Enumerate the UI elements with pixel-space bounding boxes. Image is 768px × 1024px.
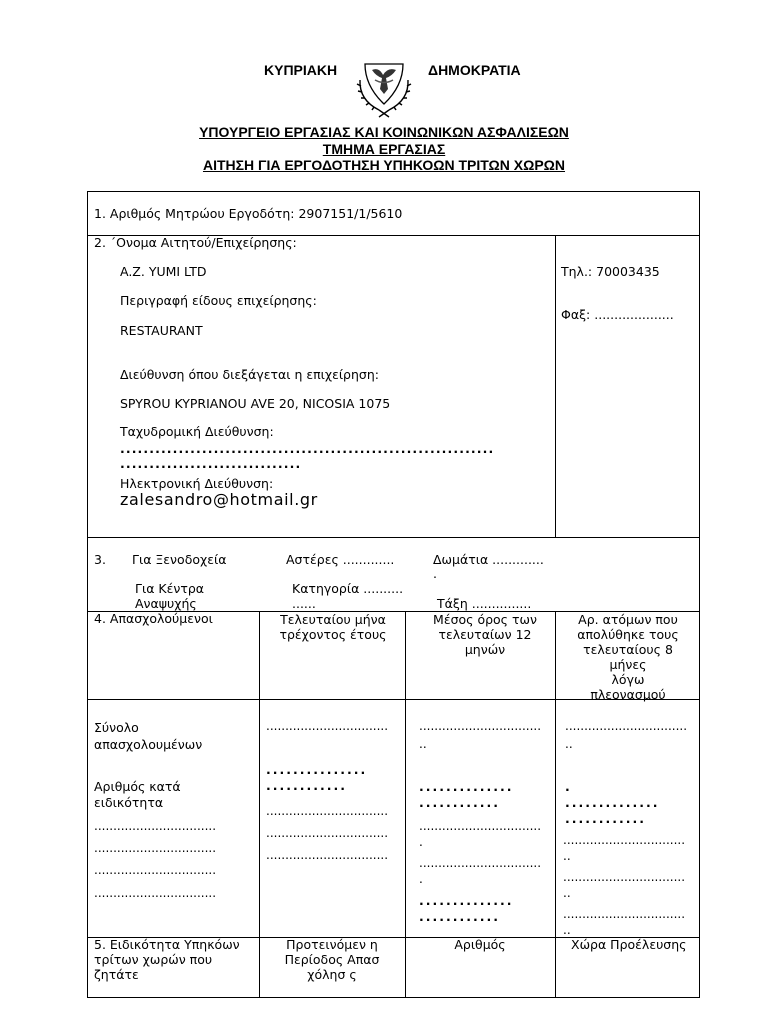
specialty-requested-label: 5. Ειδικότητα Υπηκόων τρίτων χωρών που ζητάτε xyxy=(94,937,240,982)
applicant-name-label: 2. ΄Ονομα Αιτητού/Επιχείρησης: xyxy=(94,235,297,250)
dismissed-dots-2-cont: .. xyxy=(563,886,571,900)
postal-address-dots-1: ................................................................ xyxy=(120,441,495,456)
dismissed-total-dots-cont: .. xyxy=(565,737,573,751)
leisure-label-1: Για Κέντρα xyxy=(135,581,205,596)
table-border-right xyxy=(699,191,700,998)
by-specialty-label-1: Αριθμός κατά xyxy=(94,779,181,794)
country-name-right: ΔΗΜΟΚΡΑΤΙΑ xyxy=(428,62,521,78)
specialty-dots-2: ................................ xyxy=(94,841,217,855)
fax-value: .................... xyxy=(594,307,674,322)
dismissed-total-dots: ................................ xyxy=(565,719,688,733)
employer-registry-label: 1. Αριθμός Μητρώου Εργοδότη: xyxy=(94,206,295,221)
category-field-2: ...... xyxy=(292,596,316,611)
employees-label: 4. Απασχολούμενοι xyxy=(94,611,213,626)
department-title: ΤΜΗΜΑ ΕΡΓΑΣΙΑΣ xyxy=(322,141,446,157)
table-border-top xyxy=(87,191,700,192)
avg-total-dots: ................................ xyxy=(419,719,542,733)
ministry-title: ΥΠΟΥΡΓΕΙΟ ΕΡΓΑΣΙΑΣ ΚΑΙ ΚΟΙΝΩΝΙΚΩΝ ΑΣΦΑΛΙΣΕΩΝ xyxy=(199,124,569,140)
last-month-dots-big-1: ............... xyxy=(266,762,368,777)
column-divider-3 xyxy=(555,611,556,998)
dismissed-header xyxy=(563,612,693,702)
number-header: Αριθμός xyxy=(454,937,506,952)
avg-dots-big-4: ............ xyxy=(419,909,500,924)
fax-row xyxy=(561,307,674,322)
country-name-left: ΚΥΠΡΙΑΚΗ xyxy=(264,62,338,78)
dismissed-header-line-2: λόγω πλεονασμού xyxy=(590,672,666,702)
last-month-dots-big-2: ............ xyxy=(266,778,347,793)
dismissed-dots-3-cont: .. xyxy=(563,923,571,937)
country-of-origin-header: Χώρα Προέλευσης xyxy=(571,937,687,952)
rooms-field: Δωμάτια ............. xyxy=(433,552,544,567)
section3-number: 3. xyxy=(94,552,106,567)
column-divider-1 xyxy=(259,611,260,998)
dismissed-dots-1-cont: .. xyxy=(563,849,571,863)
stars-field: Αστέρες ............. xyxy=(286,552,395,567)
email-label: Ηλεκτρονική Διεύθυνση: xyxy=(120,476,274,491)
postal-address-dots-2: ............................... xyxy=(120,456,302,471)
avg-12-months-header: Μέσος όρος των τελευταίων 12 μηνών xyxy=(433,612,537,657)
specialty-dots-3: ................................ xyxy=(94,863,217,877)
phone-value: 70003435 xyxy=(596,264,660,279)
rooms-field-dot: . xyxy=(433,566,437,581)
dismissed-dots-2: ................................ xyxy=(563,870,686,884)
business-type-value: RESTAURANT xyxy=(120,323,203,338)
avg-dots-big-2: ............ xyxy=(419,795,500,810)
dismissed-dots-big-2: ............ xyxy=(565,811,646,826)
last-month-dots-3: ................................ xyxy=(266,848,389,862)
avg-dots-big-1: .............. xyxy=(419,779,514,794)
row-divider-2 xyxy=(87,537,700,538)
hotels-label: Για Ξενοδοχεία xyxy=(132,552,227,567)
specialty-dots-1: ................................ xyxy=(94,819,217,833)
postal-address-label: Ταχυδρομική Διεύθυνση: xyxy=(120,424,274,439)
avg-dots-big-3: .............. xyxy=(419,893,514,908)
avg-total-dots-cont: .. xyxy=(419,737,427,751)
avg-dots-1: ................................ xyxy=(419,819,542,833)
last-month-dots-1: ................................ xyxy=(266,804,389,818)
last-month-header: Τελευταίου μήνα τρέχοντος έτους xyxy=(279,612,387,642)
avg-dots-2-cont: . xyxy=(419,872,423,886)
by-specialty-label-2: ειδικότητα xyxy=(94,795,164,810)
employer-registry-value: 2907151/1/5610 xyxy=(298,206,403,221)
last-month-total-dots: ................................ xyxy=(266,719,389,733)
avg-dots-2: ................................ xyxy=(419,856,542,870)
specialty-dots-4: ................................ xyxy=(94,886,217,900)
form-title: ΑΙΤΗΣΗ ΓΙΑ ΕΡΓΟΔΟΤΗΣΗ ΥΠΗΚΟΩΝ ΤΡΙΤΩΝ ΧΩΡΩΝ xyxy=(202,157,566,173)
table-border-bottom xyxy=(87,997,700,998)
business-address-value: SPYROU KYPRIANOU AVE 20, NICOSIA 1075 xyxy=(120,396,391,411)
category-field-1: Κατηγορία .......... xyxy=(292,581,404,596)
business-address-label: Διεύθυνση όπου διεξάγεται η επιχείρηση: xyxy=(120,367,379,382)
proposed-period-header: Προτεινόμεν η Περίοδος Απασχόλησ ς xyxy=(284,937,380,982)
avg-dots-1-cont: . xyxy=(419,835,423,849)
fax-label: Φαξ: xyxy=(561,307,591,322)
dismissed-dot: . xyxy=(565,779,572,794)
section2-column-divider xyxy=(555,235,556,538)
dismissed-dots-3: ................................ xyxy=(563,907,686,921)
dismissed-dots-big-1: .............. xyxy=(565,795,660,810)
table-border-left xyxy=(87,191,88,998)
total-employees-label: Σύνολο απασχολουμένων xyxy=(94,720,203,752)
phone-label: Τηλ.: xyxy=(561,264,593,279)
applicant-name-value: A.Z. YUMI LTD xyxy=(120,264,207,279)
leisure-label-2: Αναψυχής xyxy=(135,596,197,611)
email-value: zalesandro@hotmail.gr xyxy=(120,490,318,509)
section1-row xyxy=(94,206,402,221)
business-type-label: Περιγραφή είδους επιχείρησης: xyxy=(120,293,317,308)
phone-row xyxy=(561,264,660,279)
coat-of-arms-icon xyxy=(354,58,414,120)
dismissed-header-line-1: Αρ. ατόμων που απολύθηκε τους τελευταίους 8 μήνες xyxy=(577,612,679,672)
class-field: Τάξη ............... xyxy=(437,596,532,611)
dismissed-dots-1: ................................ xyxy=(563,833,686,847)
last-month-dots-2: ................................ xyxy=(266,826,389,840)
